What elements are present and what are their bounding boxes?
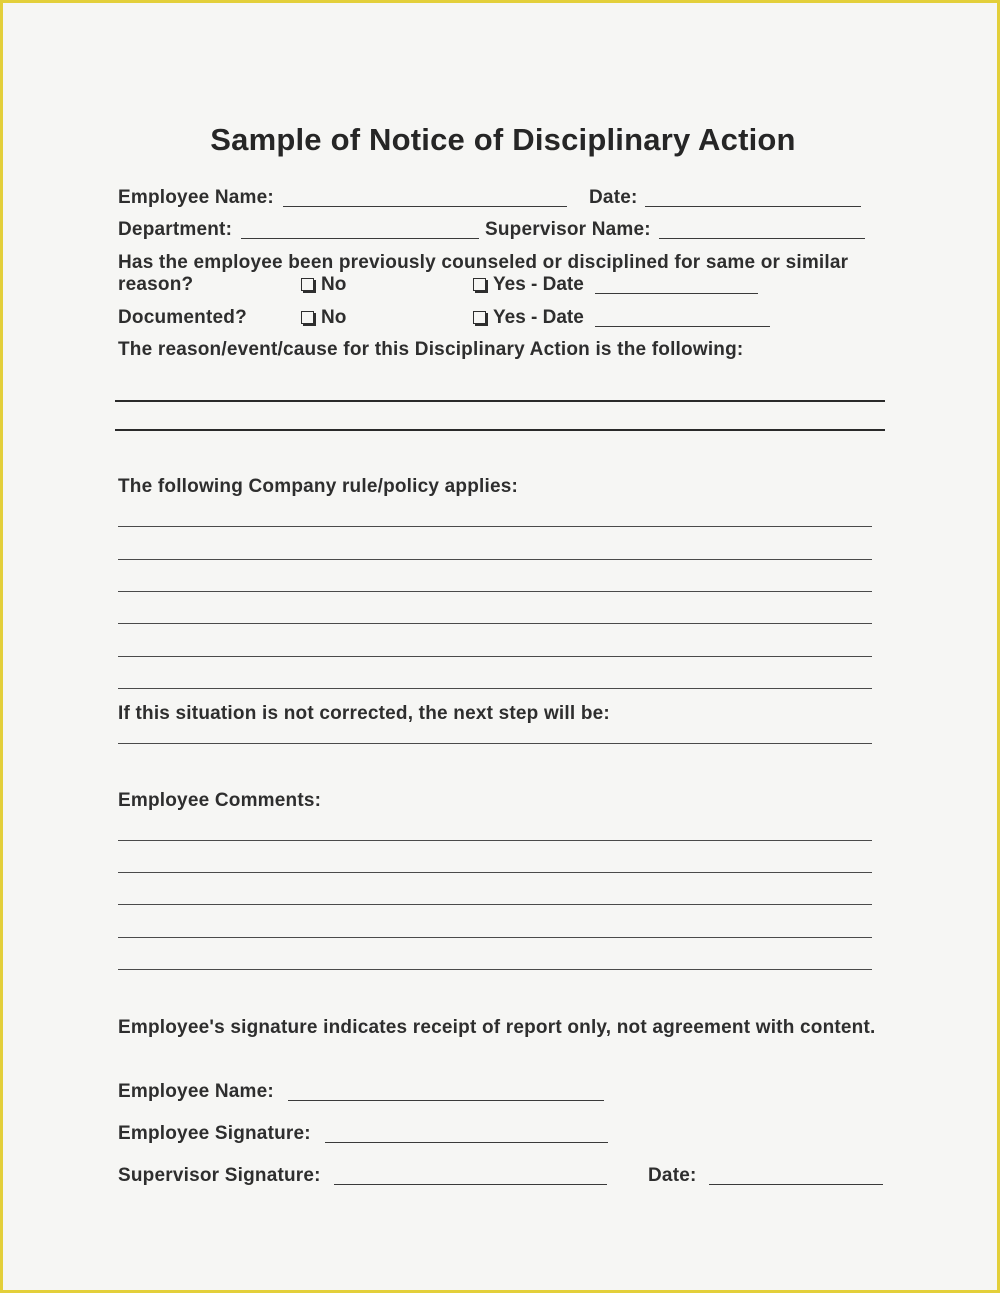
policy-line[interactable] xyxy=(118,656,872,657)
policy-line[interactable] xyxy=(118,591,872,592)
supervisor-name-label: Supervisor Name: xyxy=(485,219,651,240)
previous-no-option[interactable]: No xyxy=(301,274,346,296)
previous-yes-option[interactable]: Yes - Date xyxy=(473,274,584,296)
checkbox-icon[interactable] xyxy=(473,278,486,291)
policy-line[interactable] xyxy=(118,623,872,624)
reason-line[interactable] xyxy=(115,400,885,402)
next-step-label: If this situation is not corrected, the next step will be: xyxy=(118,703,610,724)
next-step-line[interactable] xyxy=(118,743,872,744)
employee-signature-field[interactable] xyxy=(325,1142,608,1143)
employee-name-label: Employee Name: xyxy=(118,187,274,208)
employee-name-field[interactable] xyxy=(283,206,567,207)
policy-label: The following Company rule/policy applies: xyxy=(118,476,519,497)
supervisor-signature-field[interactable] xyxy=(334,1184,607,1185)
comments-line[interactable] xyxy=(118,872,872,873)
date-field[interactable] xyxy=(645,206,861,207)
acknowledgement-text: Employee's signature indicates receipt of report only, not agreement with content. xyxy=(118,1017,876,1038)
employee-signature-label: Employee Signature: xyxy=(118,1123,311,1144)
checkbox-icon[interactable] xyxy=(473,311,486,324)
supervisor-name-field[interactable] xyxy=(659,238,865,239)
reason-line[interactable] xyxy=(115,429,885,431)
documented-no-option[interactable]: No xyxy=(301,307,346,329)
policy-line[interactable] xyxy=(118,559,872,560)
comments-label: Employee Comments: xyxy=(118,790,322,811)
sig-employee-name-field[interactable] xyxy=(288,1100,604,1101)
previous-yes-date-field[interactable] xyxy=(595,293,758,294)
documented-yes-date-field[interactable] xyxy=(595,326,770,327)
date-label: Date: xyxy=(589,187,638,208)
documented-question: Documented? xyxy=(118,307,247,328)
comments-line[interactable] xyxy=(118,969,872,970)
documented-yes-option[interactable]: Yes - Date xyxy=(473,307,584,329)
sig-date-label: Date: xyxy=(648,1165,697,1186)
reason-label: The reason/event/cause for this Disciplinary Action is the following: xyxy=(118,339,744,360)
checkbox-icon[interactable] xyxy=(301,311,314,324)
comments-line[interactable] xyxy=(118,904,872,905)
supervisor-signature-label: Supervisor Signature: xyxy=(118,1165,321,1186)
checkbox-icon[interactable] xyxy=(301,278,314,291)
sig-employee-name-label: Employee Name: xyxy=(118,1081,274,1102)
form-title: Sample of Notice of Disciplinary Action xyxy=(210,122,796,157)
policy-line[interactable] xyxy=(118,688,872,689)
sig-date-field[interactable] xyxy=(709,1184,883,1185)
policy-line[interactable] xyxy=(118,526,872,527)
comments-line[interactable] xyxy=(118,840,872,841)
department-label: Department: xyxy=(118,219,233,240)
department-field[interactable] xyxy=(241,238,479,239)
previous-discipline-question-cont: reason? xyxy=(118,274,194,295)
previous-discipline-question: Has the employee been previously counseled or disciplined for same or similar xyxy=(118,252,849,273)
comments-line[interactable] xyxy=(118,937,872,938)
